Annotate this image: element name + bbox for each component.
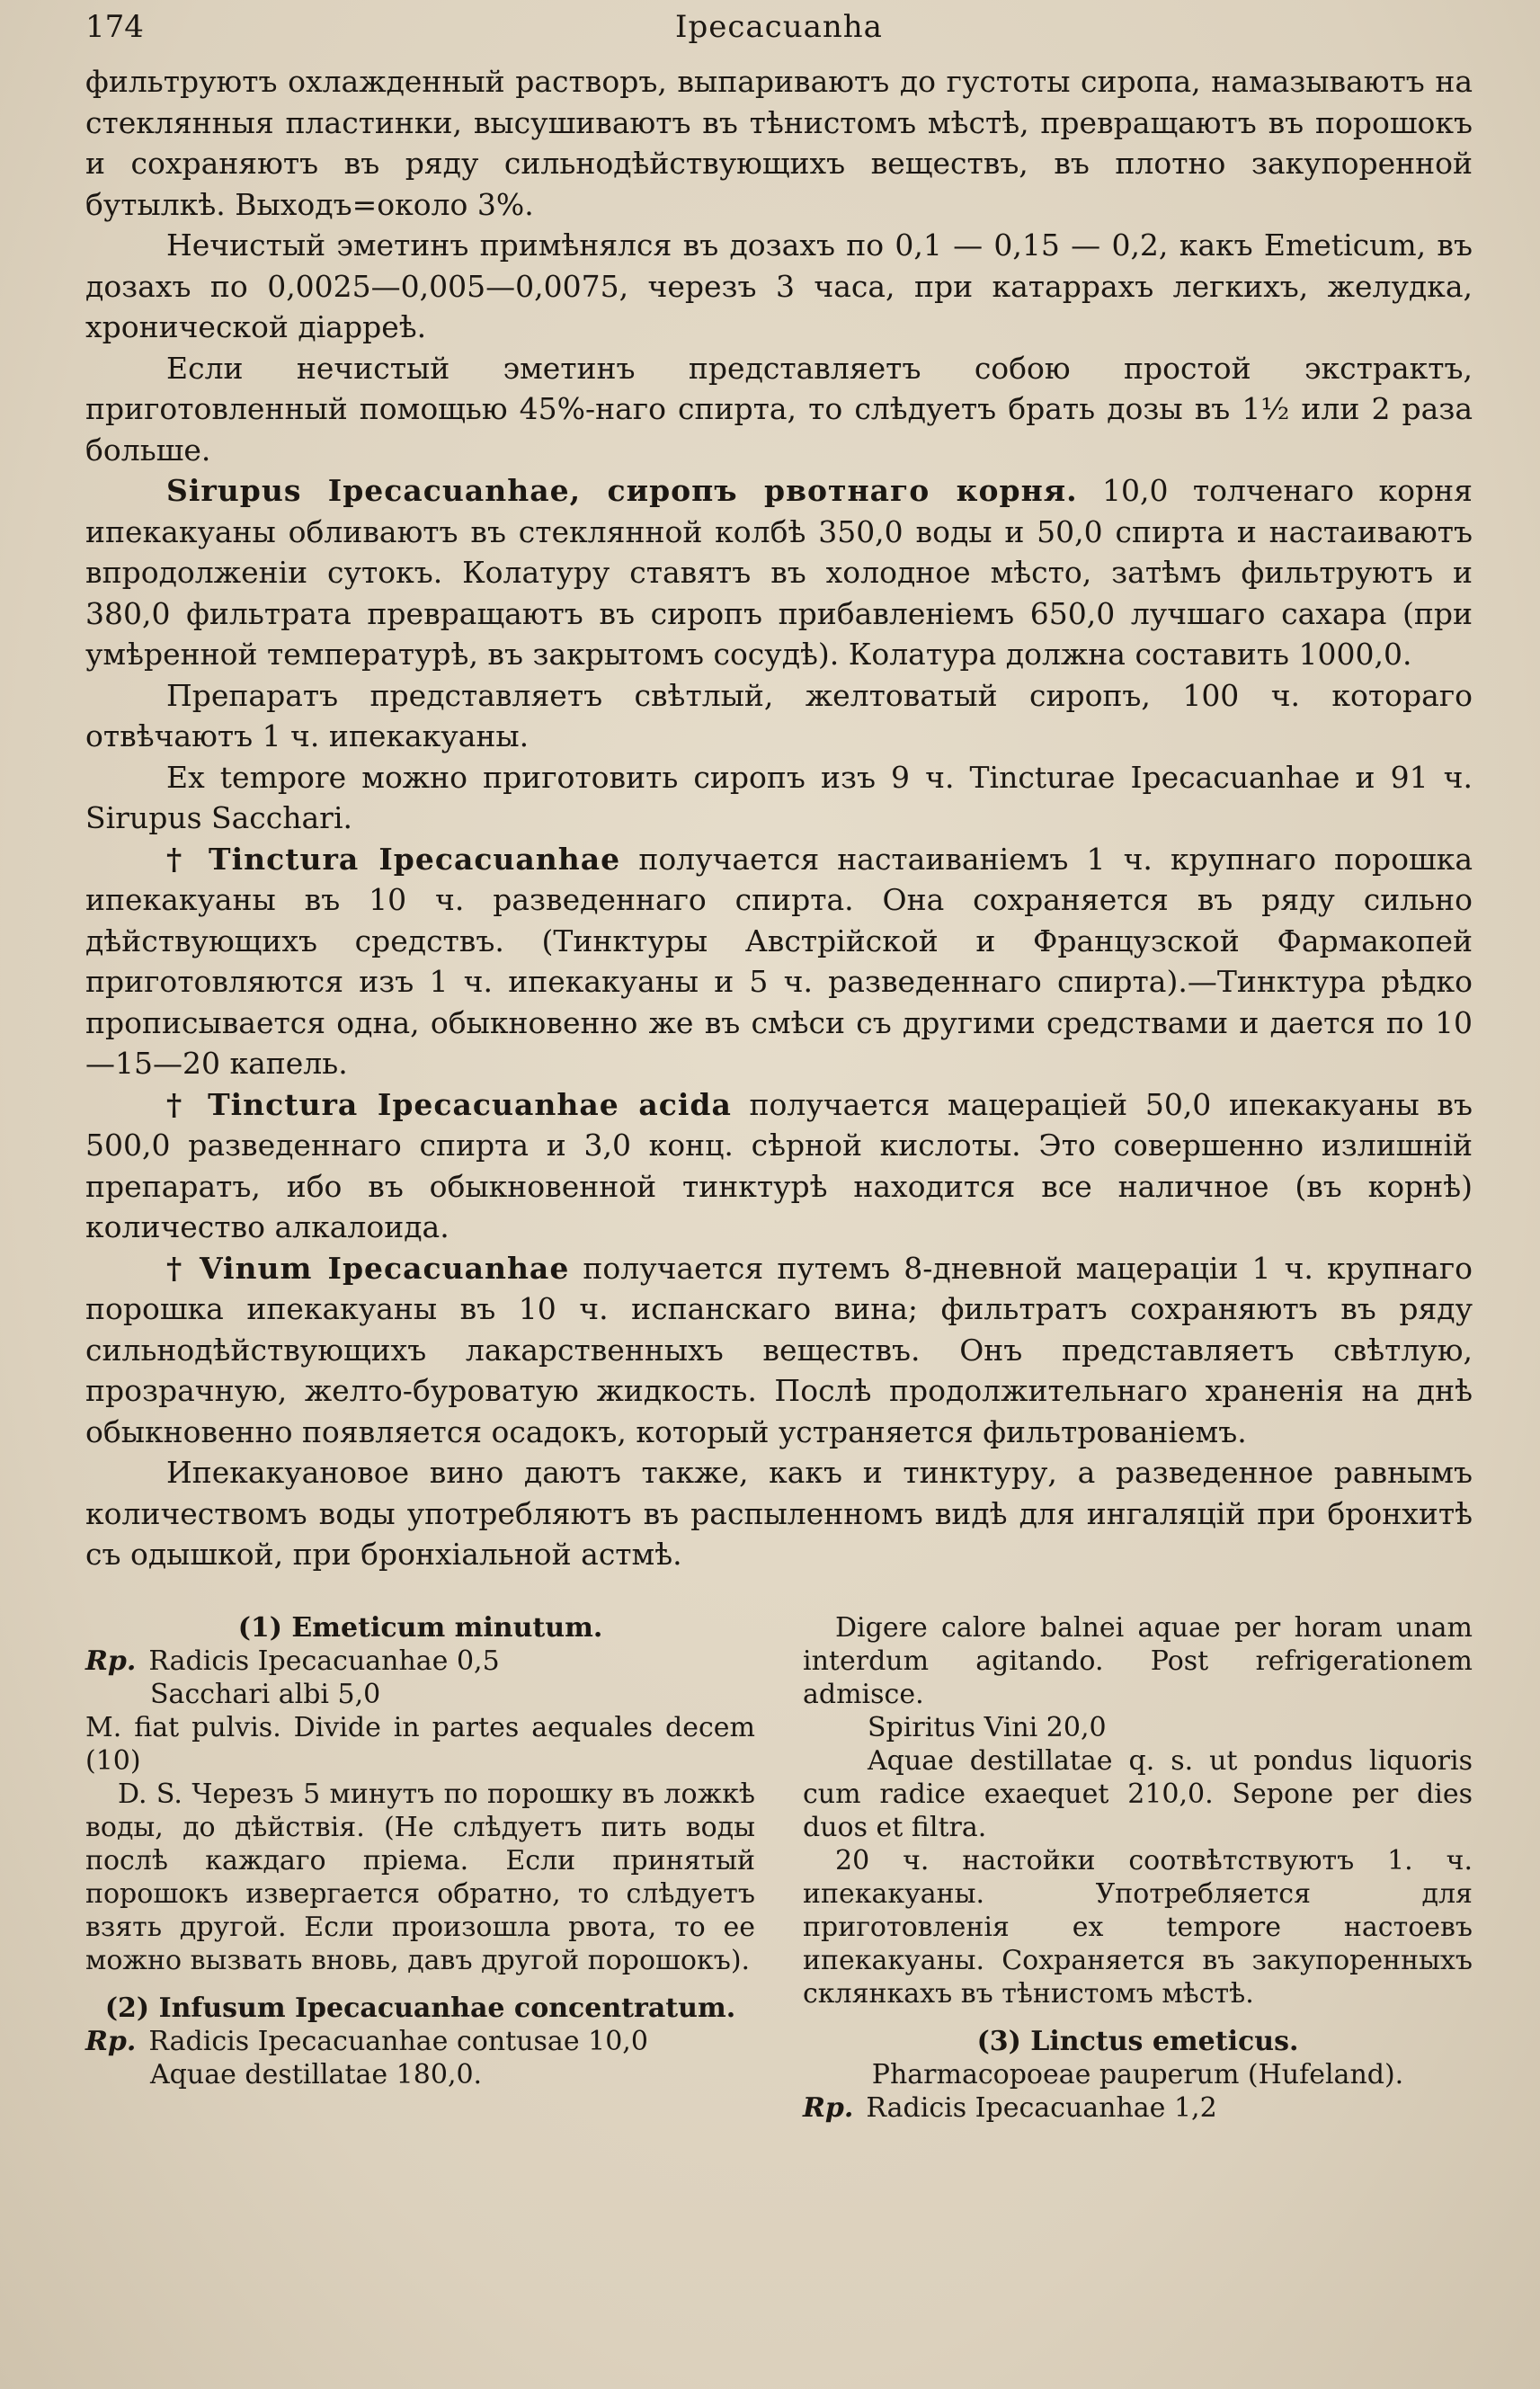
paragraph-3: Если нечистый эметинъ представляетъ собою простой экстрактъ, приготовленный помощью 45%-наго спирта, то слѣдуетъ брать дозы въ 1½ или 2 раза больше. <box>85 350 1473 468</box>
paragraph-tinctura <box>85 839 1473 1084</box>
recipe-2-note: 20 ч. настойки соотвѣтствуютъ 1. ч. ипекакуаны. Употребляется для приготовленія ex tempore настоевъ ипекакуаны. Сохраняется въ закупоренныхъ склянкахъ въ тѣнистомъ мѣстѣ. <box>803 1844 1473 2010</box>
paragraph-10: Ипекакуановое вино даютъ также, какъ и тинктуру, а разведенное равнымъ количествомъ воды употребляютъ въ распыленномъ видѣ для ингаляцій при бронхитѣ съ одышкой, при бронхіальной астмѣ. <box>85 1455 1473 1572</box>
recipe-2-continued-1: Digere calore balnei aquae per horam unam interdum agitando. Post refrigerationem admisce. <box>803 1611 1473 1710</box>
tinctura-acida-heading: Tinctura Ipecacuanhae acida <box>208 1086 732 1122</box>
recipe-3-title: (3) Linctus emeticus. <box>976 2025 1299 2057</box>
paragraph-1: фильтруютъ охлажденный растворъ, выпариваютъ до густоты сиропа, намазываютъ на стеклянныя пластинки, высушиваютъ въ тѣнистомъ мѣстѣ, превращаютъ въ порошокъ и сохраняютъ въ ряду сильнодѣйствующихъ веществъ, въ плотно закупоренной бутылкѣ. Выходъ=около 3%. <box>85 64 1473 222</box>
running-title: Ipecacuanha <box>675 9 883 45</box>
tinctura-text: получается настаиваніемъ 1 ч. крупнаго порошка ипекакуаны въ 10 ч. разведеннаго спирта. Она сохраняется въ ряду сильно дѣйствующихъ средствъ. (Тинктуры Австрійской и Французской Фармакопей приготовляются изъ 1 ч. ипекакуаны и 5 ч. разведеннаго спирта).—Тинктура рѣдко прописывается одна, обыкновенно же въ смѣси съ другими средствами и дается по 10—15—20 капель. <box>85 841 1473 1081</box>
paragraph-sirupus <box>85 470 1473 675</box>
recipe-1-title: (1) Emeticum minutum. <box>237 1611 603 1644</box>
dagger-mark: † <box>166 1086 191 1122</box>
recipe-2-ingredient-1: Radicis Ipecacuanhae contusae 10,0 <box>148 2025 648 2057</box>
recipe-3-line-1 <box>803 2091 1473 2125</box>
recipe-1-signa: D. S. Черезъ 5 минутъ по порошку въ ложкѣ воды, до дѣйствія. (Не слѣдуетъ пить воды послѣ каждаго пріема. Если принятый порошокъ извергается обратно, то слѣдуетъ взять другой. Если произошла рвота, то ее можно вызвать вновь, давъ другой порошокъ). <box>85 1778 755 1976</box>
recipe-1-ingredient-1: Radicis Ipecacuanhae 0,5 <box>148 1645 500 1677</box>
rp-mark: Rp. <box>803 2091 854 2124</box>
vinum-heading: Vinum Ipecacuanhae <box>199 1250 570 1286</box>
recipe-3-source: Pharmacopoeae pauperum (Hufeland). <box>871 2058 1404 2090</box>
recipe-2-continued-3: Aquae destillatae q. s. ut pondus liquoris cum radice exaequet 210,0. Sepone per dies duos et filtra. <box>803 1744 1473 1843</box>
page-header <box>85 9 1473 61</box>
dagger-mark: † <box>166 1250 186 1286</box>
paragraph-5: Препаратъ представляетъ свѣтлый, желтоватый сиропъ, 100 ч. котораго отвѣчаютъ 1 ч. ипекакуаны. <box>85 677 1473 753</box>
recipe-2-continued-2: Spiritus Vini 20,0 <box>868 1711 1107 1743</box>
paragraph-vinum <box>85 1248 1473 1453</box>
vinum-text: получается путемъ 8-дневной мацераціи 1 ч. крупнаго порошка ипекакуаны въ 10 ч. испанскаго вина; фильтратъ сохраняютъ въ ряду сильнодѣйствующихъ лакарственныхъ веществъ. Онъ представляетъ свѣтлую, прозрачную, желто-буроватую жидкость. Послѣ продолжительнаго храненія на днѣ обыкновенно появляется осадокъ, который устраняется фильтрованіемъ. <box>85 1250 1473 1449</box>
dagger-mark: † <box>166 841 191 877</box>
recipes-section <box>85 1611 1473 2125</box>
tinctura-acida-text: получается мацераціей 50,0 ипекакуаны въ 500,0 разведеннаго спирта и 3,0 конц. сѣрной кислоты. Это совершенно излишній препаратъ, ибо въ обыкновенной тинктурѣ находится все наличное (въ корнѣ) количество алкалоида. <box>85 1086 1473 1244</box>
rp-mark: Rp. <box>85 2025 137 2057</box>
recipe-3-ingredient-1: Radicis Ipecacuanhae 1,2 <box>866 2091 1217 2124</box>
recipe-2-title: (2) Infusum Ipecacuanhae concentratum. <box>104 1992 736 2024</box>
paragraph-6: Ex tempore можно приготовить сиропъ изъ 9 ч. Tincturae Ipecacuanhae и 91 ч. Sirupus Sacchari. <box>85 759 1473 835</box>
recipes-right-column <box>803 1611 1473 2125</box>
tinctura-heading: Tinctura Ipecacuanhae <box>209 841 621 877</box>
sirupus-heading: Sirupus Ipecacuanhae, сиропъ рвотнаго корня. <box>166 473 1078 508</box>
recipe-1-line-1 <box>85 1645 755 1678</box>
sirupus-text: 10,0 толченаго корня ипекакуаны обливаютъ въ стеклянной колбѣ 350,0 воды и 50,0 спирта и настаиваютъ впродолженіи сутокъ. Колатуру ставятъ въ холодное мѣсто, затѣмъ фильтруютъ и 380,0 фильтрата превращаютъ въ сиропъ прибавленіемъ 650,0 лучшаго сахара (при умѣренной температурѣ, въ закрытомъ сосудѣ). Колатура должна составить 1000,0. <box>85 473 1473 672</box>
recipes-left-column <box>85 1611 755 2125</box>
recipe-1-ingredient-2: Sacchari albi 5,0 <box>150 1678 381 1710</box>
page-number: 174 <box>85 9 144 45</box>
recipe-1-instruction: M. fiat pulvis. Divide in partes aequales decem (10) <box>85 1711 755 1777</box>
recipe-2-line-1 <box>85 2025 755 2058</box>
paragraph-2: Нечистый эметинъ примѣнялся въ дозахъ по 0,1 — 0,15 — 0,2, какъ Emeticum, въ дозахъ по 0,0025—0,005—0,0075, черезъ 3 часа, при катаррахъ легкихъ, желудка, хронической діарреѣ. <box>85 227 1473 344</box>
paragraph-tinctura-acida <box>85 1084 1473 1248</box>
recipe-2-ingredient-2: Aquae destillatae 180,0. <box>150 2058 483 2090</box>
rp-mark: Rp. <box>85 1645 137 1677</box>
